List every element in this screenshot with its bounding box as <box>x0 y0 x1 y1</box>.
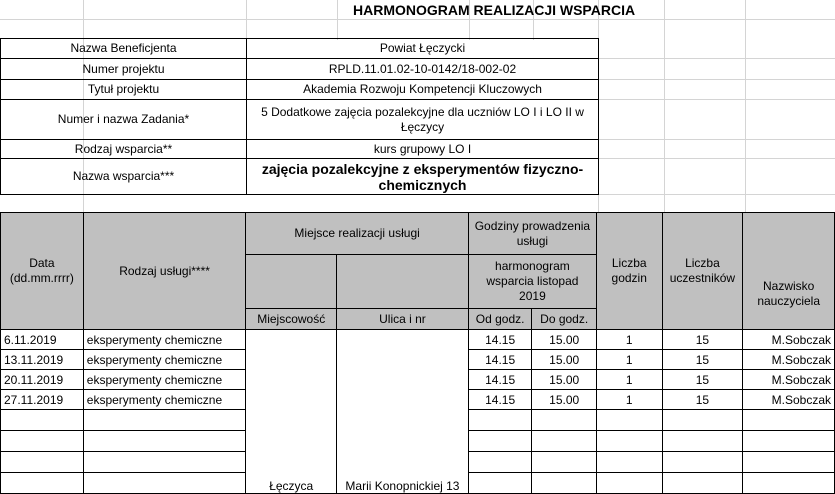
cell-od: 14.15 <box>468 350 532 370</box>
header-miejsce: Miejsce realizacji usługi <box>246 213 468 255</box>
cell-teacher: M.Sobczak <box>743 370 835 390</box>
cell-hours: 1 <box>596 390 662 410</box>
header-ulica-blank <box>337 255 469 309</box>
project-info-table <box>0 38 599 195</box>
header-nazwisko: Nazwisko nauczyciela <box>743 213 835 330</box>
table-row <box>1 330 835 350</box>
zadanie-value: 5 Dodatkowe zajęcia pozalekcyjne dla uczniów LO I i LO II w Łęczycy <box>247 100 599 140</box>
cell-od: 14.15 <box>468 330 532 350</box>
cell-teacher: M.Sobczak <box>743 390 835 410</box>
header-miejscowosc: Miejscowość <box>246 309 337 330</box>
beneficjent-label: Nazwa Beneficjenta <box>1 39 247 59</box>
cell-date: 6.11.2019 <box>1 330 84 350</box>
cell-do: 15.00 <box>532 350 597 370</box>
cell-teacher: M.Sobczak <box>743 330 835 350</box>
zadanie-label: Numer i nazwa Zadania* <box>1 100 247 140</box>
cell-date: 20.11.2019 <box>1 370 84 390</box>
rodzaj-wsparcia-value: kurs grupowy LO I <box>247 140 599 159</box>
header-do: Do godz. <box>532 309 597 330</box>
header-data: Data (dd.mm.rrrr) <box>1 213 84 330</box>
beneficjent-value: Powiat Łęczycki <box>247 39 599 59</box>
header-miejscowosc-blank <box>246 255 337 309</box>
header-liczba-uczestnikow: Liczba uczestników <box>662 213 743 330</box>
cell-do: 15.00 <box>532 330 597 350</box>
cell-do: 15.00 <box>532 370 597 390</box>
cell-participants: 15 <box>662 330 743 350</box>
nazwa-wsparcia-value: zajęcia pozalekcyjne z eksperymentów fizyczno-chemicznych <box>247 159 599 195</box>
cell-type: eksperymenty chemiczne <box>83 390 246 410</box>
cell-ulica: Marii Konopnickiej 13 <box>337 330 469 494</box>
header-harmonogram: harmonogram wsparcia listopad 2019 <box>468 255 596 309</box>
numer-projektu-value: RPLD.11.01.02-10-0142/18-002-02 <box>247 59 599 80</box>
cell-do: 15.00 <box>532 390 597 410</box>
cell-type: eksperymenty chemiczne <box>83 330 246 350</box>
nazwa-wsparcia-label: Nazwa wsparcia*** <box>1 159 247 195</box>
cell-teacher: M.Sobczak <box>743 350 835 370</box>
cell-participants: 15 <box>662 350 743 370</box>
cell-hours: 1 <box>596 370 662 390</box>
cell-date: 13.11.2019 <box>1 350 84 370</box>
cell-od: 14.15 <box>468 390 532 410</box>
cell-participants: 15 <box>662 370 743 390</box>
cell-miejscowosc: Łęczyca <box>246 330 337 494</box>
cell-date: 27.11.2019 <box>1 390 84 410</box>
cell-participants: 15 <box>662 390 743 410</box>
header-liczba-godzin: Liczba godzin <box>596 213 662 330</box>
cell-od: 14.15 <box>468 370 532 390</box>
cell-hours: 1 <box>596 330 662 350</box>
schedule-table <box>0 212 835 494</box>
cell-type: eksperymenty chemiczne <box>83 350 246 370</box>
header-od: Od godz. <box>468 309 532 330</box>
page-title: HARMONOGRAM REALIZACJI WSPARCIA <box>353 2 636 18</box>
tytul-projektu-label: Tytuł projektu <box>1 80 247 100</box>
numer-projektu-label: Numer projektu <box>1 59 247 80</box>
header-rodzaj-uslugi: Rodzaj usługi**** <box>83 213 246 330</box>
tytul-projektu-value: Akademia Rozwoju Kompetencji Kluczowych <box>247 80 599 100</box>
cell-hours: 1 <box>596 350 662 370</box>
header-godziny: Godziny prowadzenia usługi <box>468 213 596 255</box>
rodzaj-wsparcia-label: Rodzaj wsparcia** <box>1 140 247 159</box>
header-ulica: Ulica i nr <box>337 309 469 330</box>
cell-type: eksperymenty chemiczne <box>83 370 246 390</box>
